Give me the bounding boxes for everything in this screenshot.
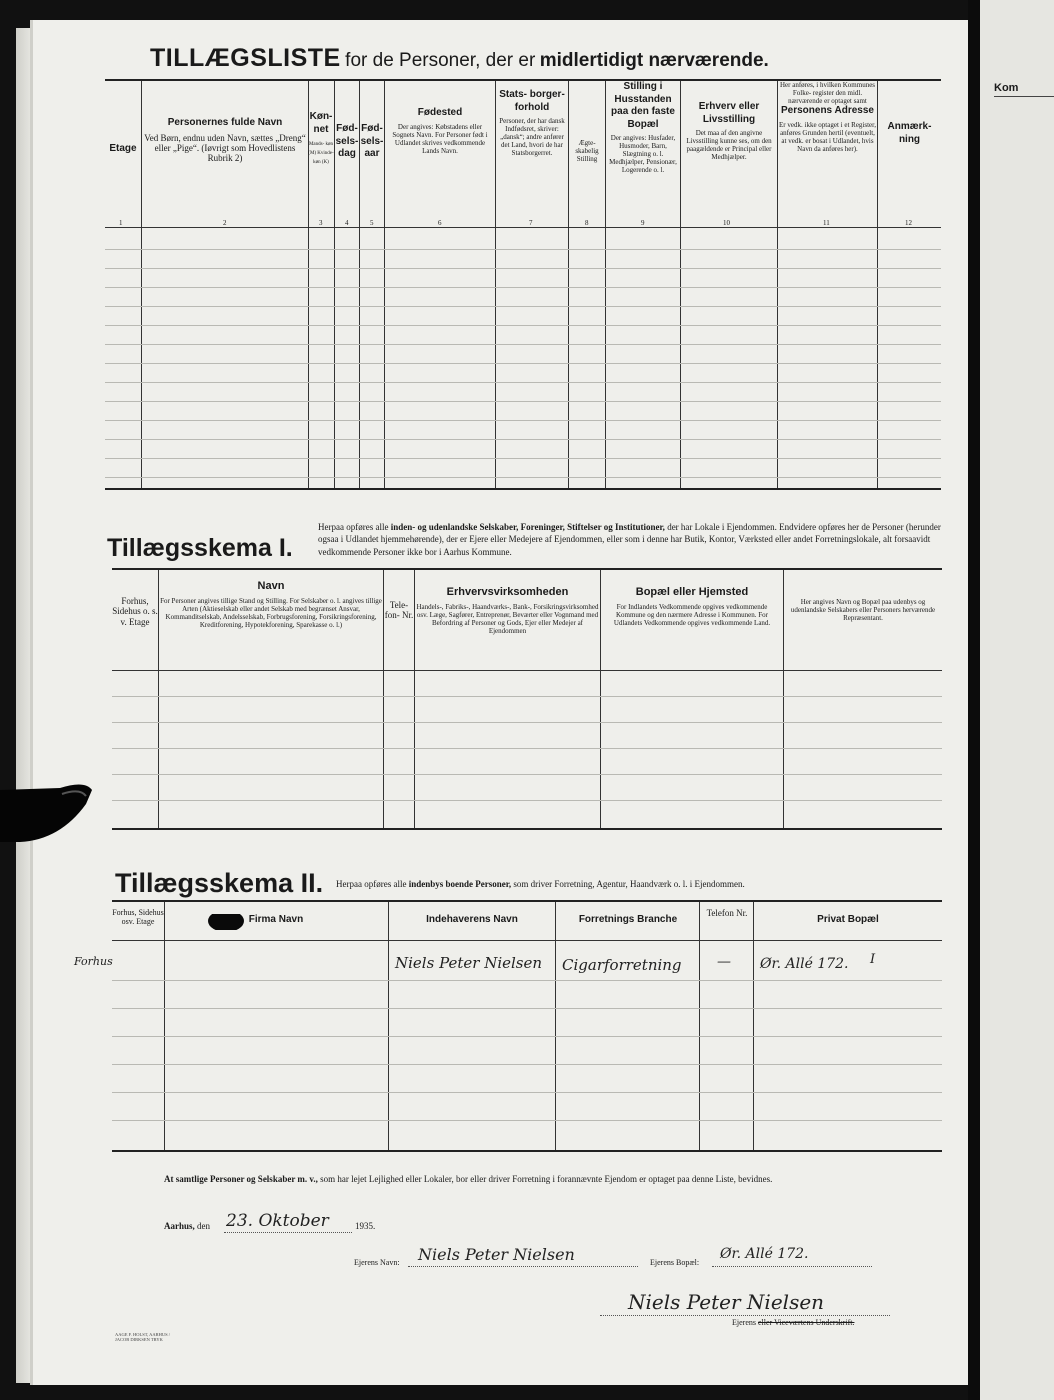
col-num: 6 [438,219,442,227]
header-adresse: Her anføres, i hvilken Kommunes Folke- register den midl. nærværende er optaget samt Personens Adresse Er vedk. ikke optaget i et Register, anføres Grunden hertil (eventuelt, at vedk. er bosat i Udlandet, hvis Navn da anføres her). [779,81,876,153]
title-main: TILLÆGSLISTE [150,44,341,72]
table-row [105,306,941,307]
entry-bopael: Ør. Allé 172. [760,956,849,972]
table-row [112,800,942,801]
table-row [112,1036,942,1037]
skema2-table [112,900,942,1152]
header-etage: Etage [109,143,137,154]
year: 1935. [355,1221,376,1231]
skema1-note: Herpaa opføres alle inden- og udenlandske Selskaber, Foreninger, Stiftelser og Institutioner, der har Lokale i Ejendommen. Endvidere opføres her de Personer (herunder ogsaa i Udlandet hjemmehørende), der er Ejere eller Medejere af Ejendommen, eller som i denne har Butik, Kontor, Værksted eller andet Forretningslokale, alt forsaavidt vedkommende Personer ikke bor i Aarhus Kommune. [318,522,941,557]
col-num: 1 [119,219,123,227]
header-erhverv: Erhverv eller Livsstilling Det maa af den angivne Livsstilling kunne ses, om den paagældende er Principal eller Medhjælper. [686,101,772,162]
s2-header-firma: Firma Navn [166,914,386,930]
col-num: 12 [905,219,912,227]
signature-rule [600,1315,890,1316]
entry-owner: Niels Peter Nielsen [395,954,543,972]
table-row [112,1092,942,1093]
table-row [112,1064,942,1065]
header-rule [105,227,941,228]
entry-telefon: — [717,954,731,970]
s2-header-bopael: Privat Bopæl [817,914,879,925]
col-num: 2 [223,219,227,227]
col-num: 10 [723,219,730,227]
table-row [112,980,942,981]
facing-page-rule [994,96,1054,97]
col-num: 3 [319,219,323,227]
header-anmaerkning: Anmærk- ning [887,121,932,145]
header-stilling: Stilling i Husstanden paa den faste Bopæl Der angives: Husfader, Husmoder, Barn, Slægtning o. l. Medhjælper, Pensionær, Logerende o. l. [609,81,677,175]
s1-header-bopael: Bopæl eller Hjemsted For Indlandets Vedkommende opgives vedkommende Kommune og den nærmere Adresse i Kommunen. For Udlandets Vedkommende opgives vedkommende Land. [613,586,771,627]
binder-clip-icon [0,780,110,850]
table-row [105,420,941,421]
col-num: 4 [345,219,349,227]
s2-header-branche: Forretnings Branche [578,914,678,925]
facing-page [968,0,1054,1400]
s1-header-repraesentant: Her angives Navn og Bopæl paa udenbys og udenlandske Selskabers eller Personers herværende Repræsentant. [790,598,936,623]
signature: Niels Peter Nielsen [628,1290,825,1314]
col-num: 11 [823,219,830,227]
col-num: 7 [529,219,533,227]
date-handwritten: 23. Oktober [226,1211,329,1231]
col-divider [414,570,415,828]
entry-mark: I [870,952,876,967]
col-divider [158,570,159,828]
date-rule [224,1232,352,1233]
entry-etage: Forhus [74,955,113,968]
col-divider [141,81,142,488]
header-fodselsaar: Fød- sels- aar [360,123,384,159]
printer-mark: AAGE F. HOLST, AARHUS / JACOB DIRKSEN TRYK [115,1332,171,1343]
table-row [105,325,941,326]
table-row [105,344,941,345]
signature-label: Ejerens eller Viceværtens Underskrift. [732,1318,855,1327]
s1-header-erhverv: Erhvervsvirksomheden Handels-, Fabriks-, Haandværks-, Bank-, Forsikringsvirksomhed osv. Læge, Sagfører, Entreprenør, Beværter eller Vognmand med Befordring af Personer og Gods, Ejer eller Medejer af Ejendommen [416,586,599,635]
table-row [105,268,941,269]
col-num: 9 [641,219,645,227]
table-row [105,439,941,440]
header-aegteskab: Ægte- skabelig Stilling [575,139,599,164]
col-divider [783,570,784,828]
table-row [112,722,942,723]
skema2-note: Herpaa opføres alle indenbys boende Personer, som driver Forretning, Agentur, Haandværk o. l. i Ejendommen. [336,879,745,889]
s1-header-telefon: Tele- fon- Nr. [384,600,414,621]
s1-header-navn: Navn For Personer angives tillige Stand og Stilling. For Selskaber o. l. angives tillige Arten (Aktieselskab eller andet Selskab med begrænset Ansvar, Kommanditselskab, Andelsselskab, Forbrugsforening, Forsikringsforening, Kreditforening, Hypotekforening, Sparekasse o. l.) [160,580,382,629]
skema1-title: Tillægsskema I. [107,534,293,562]
header-fodselsdag: Fød- sels- dag [335,123,359,159]
table-row [112,1008,942,1009]
ink-blot-icon [206,914,246,930]
col-divider [384,81,385,488]
s1-header-etage: Forhus, Sidehus o. s. v. Etage [112,596,158,627]
owner-name-label: Ejerens Navn: [354,1258,400,1267]
owner-name: Niels Peter Nielsen [418,1245,575,1264]
table-row [112,1120,942,1121]
table-row [105,382,941,383]
attestation: At samtlige Personer og Selskaber m. v., som har lejet Lejlighed eller Lokaler, bor eller driver Forretning i forannævnte Ejendom er optaget paa denne Liste, bevidnes. [164,1174,773,1184]
tillaegsliste-table [105,79,941,490]
facing-page-header: Kom [994,82,1019,94]
col-num: 5 [370,219,374,227]
table-row [105,249,941,250]
owner-address-label: Ejerens Bopæl: [650,1258,700,1267]
table-row [105,363,941,364]
table-row [105,477,941,478]
skema2-title: Tillægsskema II. [115,868,324,898]
table-row [112,696,942,697]
table-row [105,287,941,288]
header-rule [112,940,942,941]
title-rest-b: midlertidigt nærværende. [539,50,769,71]
table-row [105,401,941,402]
col-divider [600,570,601,828]
s2-header-telefon: Telefon Nr. [706,908,748,918]
owner-address: Ør. Allé 172. [720,1246,809,1262]
col-num: 8 [585,219,589,227]
table-row [105,458,941,459]
s2-header-indehaver: Indehaverens Navn [426,914,518,925]
page-title [150,44,769,73]
title-rest-a: for de Personer, der er [345,50,536,71]
header-navn: Personernes fulde Navn Ved Børn, endnu uden Navn, sættes „Dreng“ eller „Pige“. (Iøvrigt som Hovedlistens Rubrik 2) [144,117,306,164]
s2-header-etage: Forhus, Sidehus osv. Etage [112,908,164,927]
header-statsborger: Stats- borger- forhold Personer, der har dansk Indfødsret, skriver: „dansk“; andre anfører det Land, hvori de har Statsborgerret. [499,89,565,158]
facing-page-sheet [980,0,1054,1400]
owner-name-rule [408,1266,638,1267]
owner-address-rule [712,1266,872,1267]
header-fodested: Fødested Der angives: Købstadens eller Sognets Navn. For Personer født i Udlandet skrives vedkommende Lands Navn. [392,107,488,155]
entry-branche: Cigarforretning [562,956,682,974]
header-rule [112,670,942,671]
date-line: Aarhus, den [164,1221,211,1231]
header-kon: Køn- net Mands- køn (M) Kvinde- køn (K) [308,111,334,165]
table-row [112,774,942,775]
table-row [112,748,942,749]
skema1-table [112,568,942,830]
